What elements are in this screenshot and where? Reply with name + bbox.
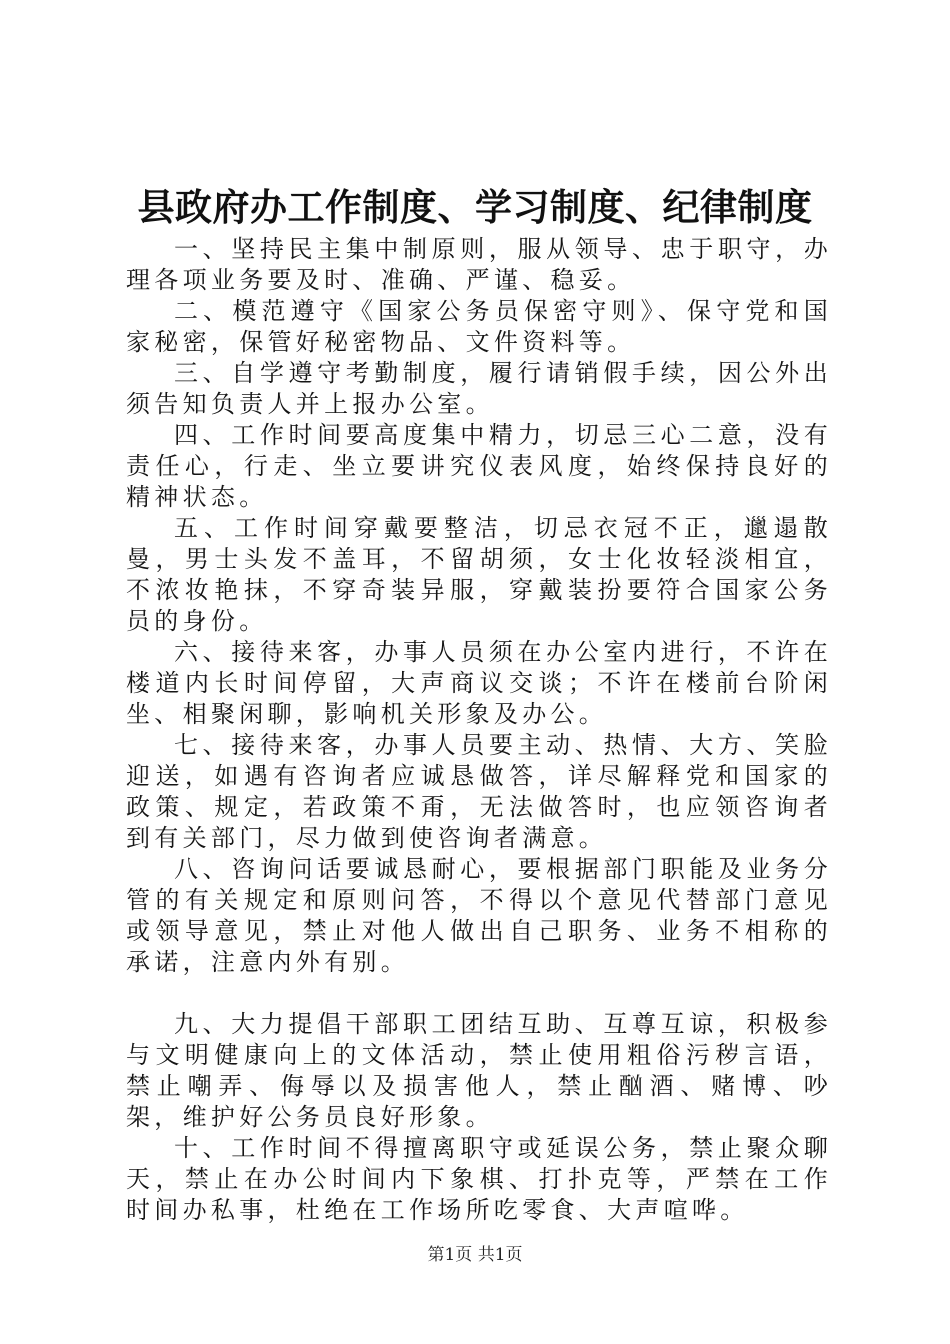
paragraph-6: 六、接待来客，办事人员须在办公室内进行，不许在楼道内长时间停留，大声商议交谈；不许在楼前台阶闲坐、相聚闲聊，影响机关形象及办公。 — [126, 638, 832, 728]
paragraph-3: 三、自学遵守考勤制度，履行请销假手续，因公外出须告知负责人并上报办公室。 — [126, 359, 832, 418]
document-title: 县政府办工作制度、学习制度、纪律制度 — [137, 185, 813, 229]
page-footer: 第1页 共1页 — [427, 1245, 523, 1265]
paragraph-2: 二、模范遵守《国家公务员保密守则》、保守党和国家秘密，保管好秘密物品、文件资料等。 — [126, 297, 832, 356]
paragraph-10: 十、工作时间不得擅离职守或延误公务，禁止聚众聊天，禁止在办公时间内下象棋、打扑克等，严禁在工作时间办私事，杜绝在工作场所吃零食、大声喧哗。 — [126, 1134, 832, 1224]
paragraph-1: 一、坚持民主集中制原则，服从领导、忠于职守，办理各项业务要及时、准确、严谨、稳妥。 — [126, 235, 832, 294]
paragraph-5: 五、工作时间穿戴要整洁，切忌衣冠不正，邋遢散曼，男士头发不盖耳，不留胡须，女士化妆轻淡相宜，不浓妆艳抹，不穿奇装异服，穿戴装扮要符合国家公务员的身份。 — [126, 514, 832, 635]
paragraph-9: 九、大力提倡干部职工团结互助、互尊互谅，积极参与文明健康向上的文体活动，禁止使用粗俗污秽言语，禁止嘲弄、侮辱以及损害他人，禁止酗酒、赌博、吵架，维护好公务员良好形象。 — [126, 1010, 832, 1131]
paragraph-4: 四、工作时间要高度集中精力，切忌三心二意，没有责任心，行走、坐立要讲究仪表风度，始终保持良好的精神状态。 — [126, 421, 832, 511]
document-body — [126, 234, 832, 1226]
paragraph-7: 七、接待来客，办事人员要主动、热情、大方、笑脸迎送，如遇有咨询者应诚恳做答，详尽解释党和国家的政策、规定，若政策不甭，无法做答时，也应领咨询者到有关部门，尽力做到使咨询者满意。 — [126, 731, 832, 852]
paragraph-8: 八、咨询问话要诚恳耐心，要根据部门职能及业务分管的有关规定和原则问答，不得以个意见代替部门意见或领导意见，禁止对他人做出自己职务、业务不相称的承诺，注意内外有别。 — [126, 855, 832, 976]
